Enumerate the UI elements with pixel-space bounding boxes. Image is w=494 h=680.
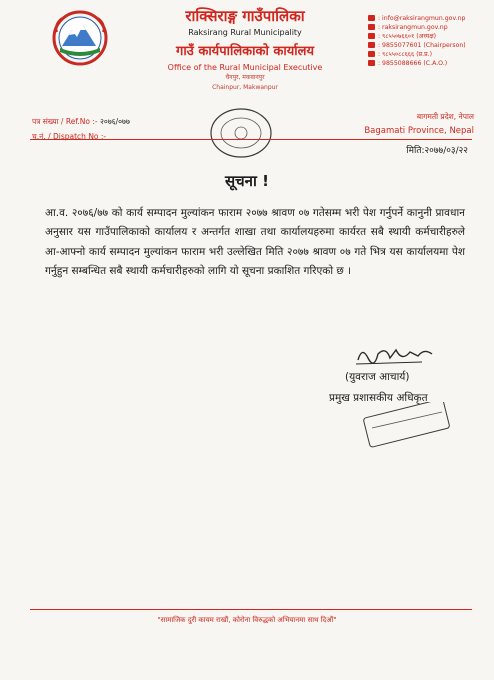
- footer-slogan: "सामाजिक दुरी कायम राखौं, कोरोना विरुद्धको अभियानमा साथ दिऔं": [157, 616, 337, 624]
- office-stamp: [208, 105, 274, 160]
- notice-body: आ.व. २०७६/७७ को कार्य सम्पादन मुल्यांकन फाराम २०७७ श्रावण ०७ गतेसम्म भरी पेश गर्नुपर्ने कानुनी प्रावधान अनुसार यस गाउँपालिकाको कार्यालय र अन्तर्गत शाखा तथा कार्यालयहरुमा कार्यरत सबै स्थायी कर्मचारीहरुले आ-आफ्नो कार्य सम्पादन मुल्यांकन फाराम भरी उल्लेखित मिति २०७७ श्रावण ०७ गते भित्र यस कार्यालयमा पेश गर्नुहुन सम्बन्धित सबै स्थायी कर्मचारीहरुको लागि यो सूचना प्रकाशित गरिएको छ ।: [45, 207, 465, 278]
- contact-row: : ९८५५०८८६६६ (प्र.प्र.): [368, 50, 492, 59]
- ref-label: पत्र संख्या / Ref.No :-: [32, 117, 98, 126]
- province-np: बागमती प्रदेश, नेपाल: [416, 112, 474, 121]
- signatory-name: (युवराज आचार्य): [345, 371, 410, 383]
- contact-row: : ९८५५०७६६०१ (अध्यक्ष): [368, 32, 492, 41]
- phone-icon: [368, 51, 375, 57]
- address-np: चैनपुर, मकवानपुर: [225, 74, 265, 81]
- office-name-en: Office of the Rural Municipal Executive: [167, 63, 323, 72]
- header-divider: [30, 139, 472, 140]
- official-stamp: [362, 402, 452, 448]
- phone-icon: [368, 33, 375, 39]
- phone-icon: [368, 60, 375, 66]
- nepal-emblem-logo: [50, 10, 110, 66]
- header-block: [120, 6, 370, 92]
- province-en: Bagamati Province, Nepal: [364, 126, 474, 136]
- notice-title: सूचना !: [225, 172, 269, 190]
- contact-row: : info@raksirangmun.gov.np: [368, 14, 492, 23]
- contact-row: : raksirangmun.gov.np: [368, 23, 492, 32]
- signatory-title: प्रमुख प्रशासकीय अधिकृत: [329, 392, 428, 404]
- address-en: Chainpur, Makwanpur: [212, 84, 278, 91]
- municipality-name-np: राक्सिराङ्ग गाउँपालिका: [185, 7, 305, 25]
- municipality-name-en: Raksirang Rural Municipality: [188, 28, 302, 37]
- footer-divider: [30, 609, 472, 610]
- contact-row: : 9855077601 (Chairperson): [368, 41, 492, 50]
- ref-value: २०७६/०७७: [100, 117, 130, 126]
- phone-icon: [368, 42, 375, 48]
- contact-list: [368, 14, 492, 68]
- province-block: [364, 112, 474, 136]
- contact-row: : 9855088666 (C.A.O.): [368, 59, 492, 68]
- dispatch-label: च.नं. / Dispatch No :-: [32, 132, 107, 141]
- web-icon: [368, 24, 375, 30]
- office-name-np: गाउँ कार्यपालिकाको कार्यालय: [176, 44, 314, 59]
- letter-date: मिति:२०७७/०३/२२: [406, 146, 468, 156]
- email-icon: [368, 15, 375, 21]
- handwritten-signature: [352, 340, 442, 370]
